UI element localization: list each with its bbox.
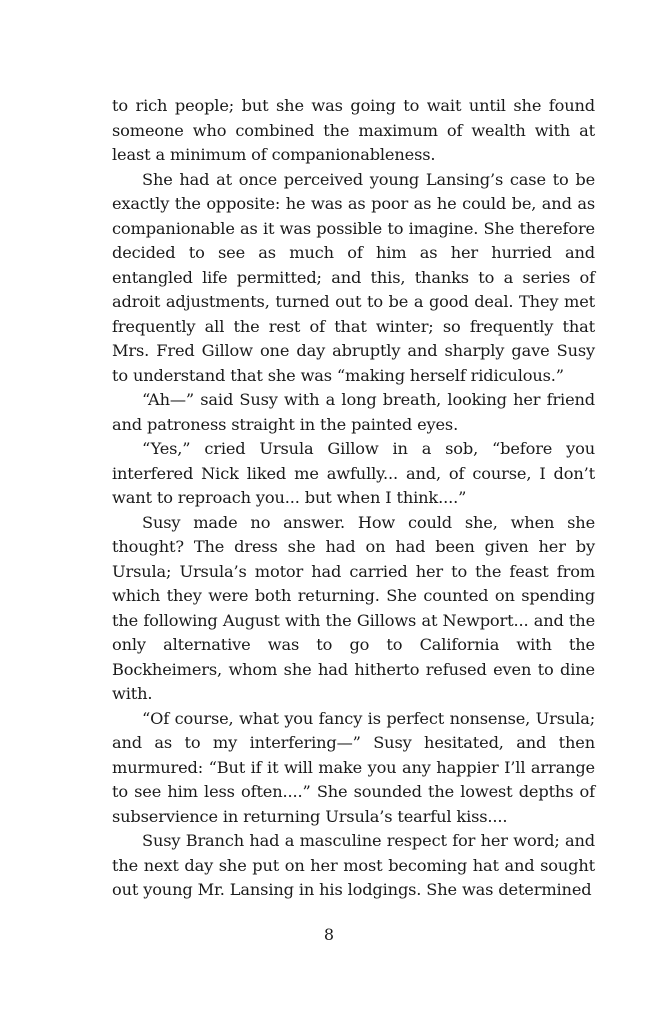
paragraph: “Yes,” cried Ursula Gillow in a sob, “before you interfered Nick liked me awfully... and, of course, I don’t want to reproach you... but when I think....” bbox=[112, 439, 595, 507]
page-body bbox=[112, 94, 595, 903]
paragraph-continuation: to rich people; but she was going to wait until she found someone who combined the maximum of wealth with at least a minimum of companionableness. bbox=[112, 96, 595, 164]
paragraph: She had at once perceived young Lansing’s case to be exactly the opposite: he was as poor as he could be, and as companionable as it was possible to imagine. She therefore decided to see as much of him as her hurried and entangled life permitted; and this, thanks to a series of adroit adjustments, turned out to be a good deal. They met frequently all the rest of that winter; so frequently that Mrs. Fred Gillow one day abruptly and sharply gave Susy to understand that she was “making herself ridiculous.” bbox=[112, 169, 595, 385]
paragraph: Susy made no answer. How could she, when she thought? The dress she had on had been given her by Ursula; Ursula’s motor had carried her to the feast from which they were both returning. She counted on spending the following August with the Gillows at Newport... and the only alternative was to go to California with the Bockheimers, whom she had hitherto refused even to dine with. bbox=[112, 512, 595, 703]
paragraph: “Of course, what you fancy is perfect nonsense, Ursula; and as to my interfering—” Susy hesitated, and then murmured: “But if it will make you any happier I’ll arrange to see him less often....” She sounded the lowest depths of subservience in returning Ursula’s tearful kiss.... bbox=[112, 708, 595, 826]
page-number: 8 bbox=[323, 925, 335, 944]
paragraph: Susy Branch had a masculine respect for her word; and the next day she put on her most becoming hat and sought out young Mr. Lansing in his lodgings. She was determined bbox=[112, 831, 595, 899]
paragraph: “Ah—” said Susy with a long breath, looking her friend and patroness straight in the painted eyes. bbox=[112, 390, 595, 434]
